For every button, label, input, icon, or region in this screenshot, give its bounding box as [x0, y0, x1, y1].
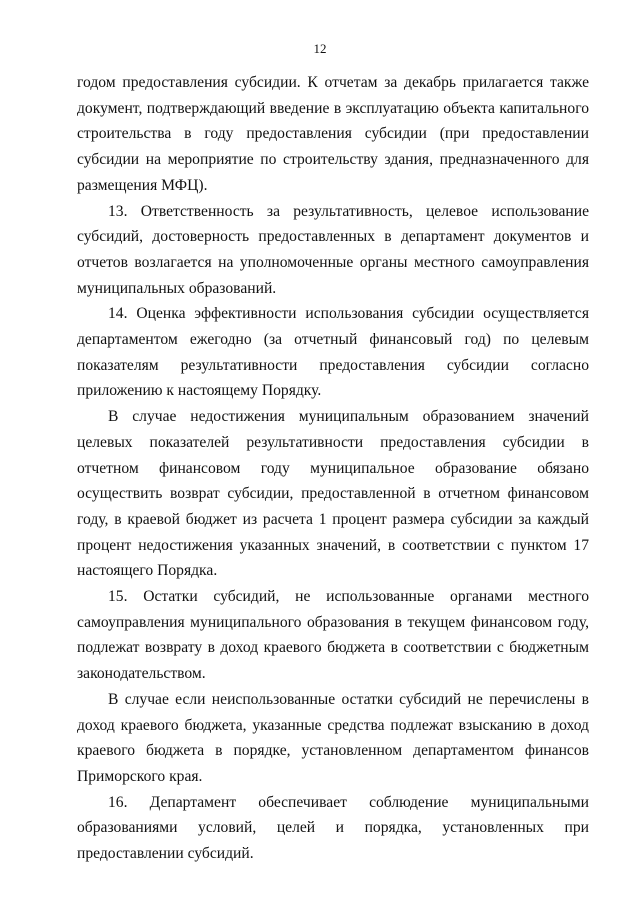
page-number: 12 [313, 41, 327, 56]
paragraph-15-recovery: В случае если неиспользованные остатки субсидий не перечислены в доход краевого бюджета, указанные средства подлежат взысканию в доход краевого бюджета в порядке, установленном департаментом финансов Приморского края. [77, 690, 589, 785]
document-body [77, 70, 589, 867]
paragraph-16: 16. Департамент обеспечивает соблюдение муниципальными образованиями условий, целей и порядка, установленных при предоставлении субсидий. [77, 793, 589, 863]
paragraph-15: 15. Остатки субсидий, не использованные органами местного самоуправления муниципального образования в текущем финансовом году, подлежат возврату в доход краевого бюджета в соответствии с бюджетным законодательством. [77, 588, 589, 683]
paragraph-14-refund: В случае недостижения муниципальным образованием значений целевых показателей результативности предоставления субсидии в отчетном финансовом году муниципальное образование обязано осуществить возврат субсидии, предоставленной в отчетном финансовом году, в краевой бюджет из расчета 1 процент размера субсидии за каждый процент недостижения указанных значений, в соответствии с пунктом 17 настоящего Порядка. [77, 408, 589, 580]
paragraph-14: 14. Оценка эффективности использования субсидии осуществляется департаментом ежегодно (за отчетный финансовый год) по целевым показателям результативности предоставления субсидии согласно приложению к настоящему Порядку. [77, 305, 589, 400]
paragraph-continuation: годом предоставления субсидии. К отчетам за декабрь прилагается также документ, подтверждающий введение в эксплуатацию объекта капитального строительства в году предоставления субсидии (при предоставлении субсидии на мероприятие по строительству здания, предназначенного для размещения МФЦ). [77, 74, 589, 194]
paragraph-13: 13. Ответственность за результативность, целевое использование субсидий, достоверность предоставленных в департамент документов и отчетов возлагается на уполномоченные органы местного самоуправления муниципальных образований. [77, 202, 589, 297]
